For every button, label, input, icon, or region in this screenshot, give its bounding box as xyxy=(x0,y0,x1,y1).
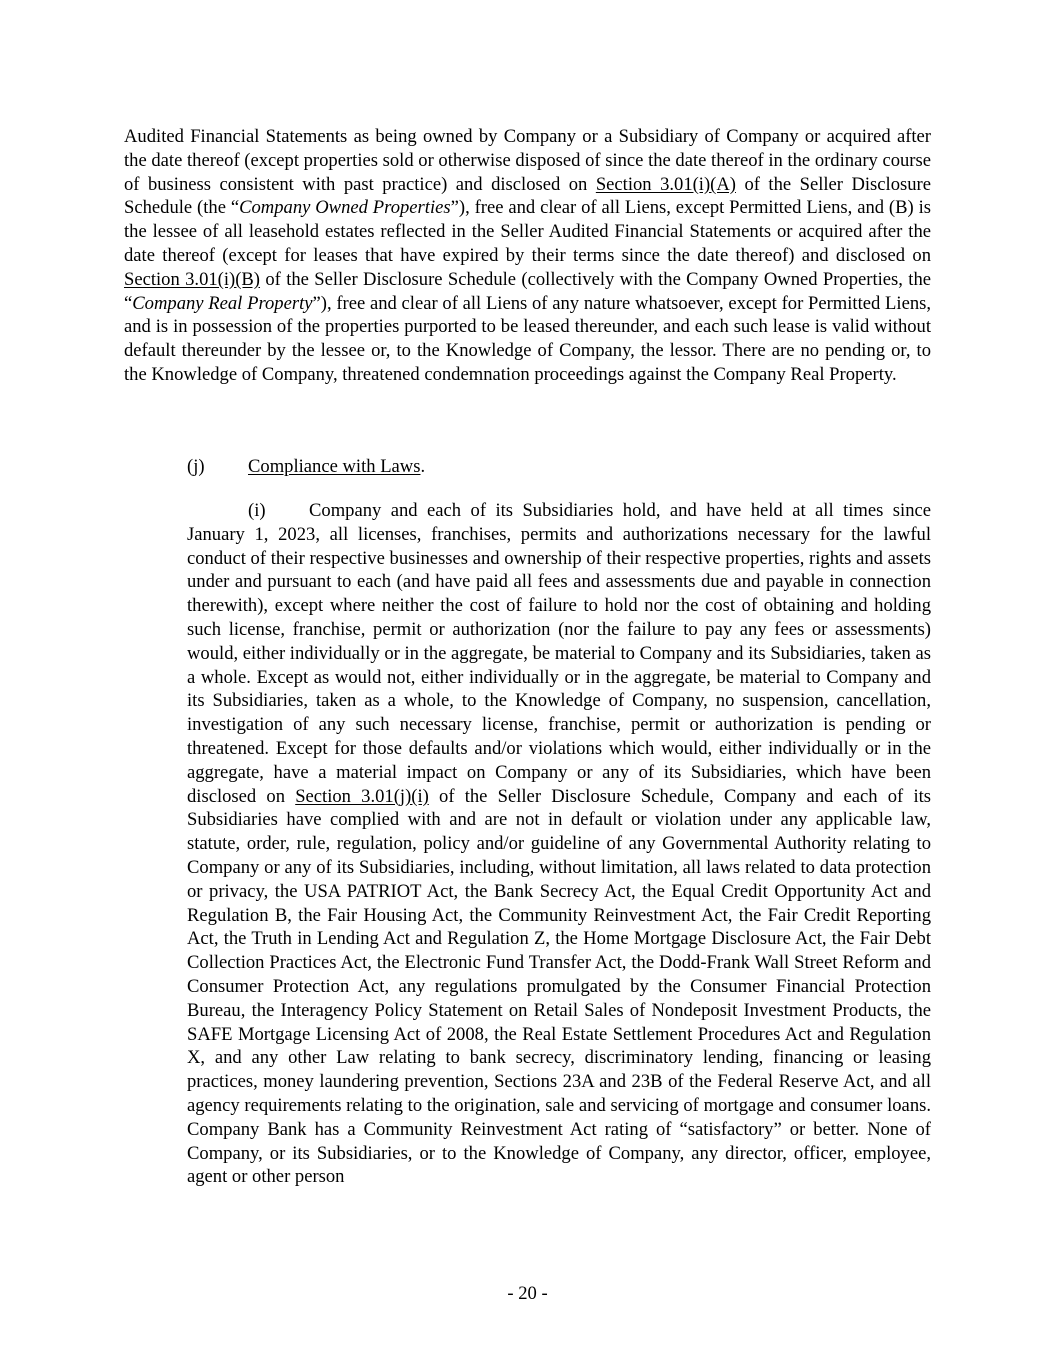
page-number: - 20 - xyxy=(507,1283,548,1304)
defined-term: Company Owned Properties xyxy=(239,197,451,219)
paragraph-text: Audited Financial Statements as being owned by Company or a Subsidiary of Company or acquired after the date thereof (except properties sold or otherwise disposed of since the date thereof in the ordinary course of business consistent with past practice) and disclosed on xyxy=(124,126,931,195)
section-reference: Section 3.01(i)(B) xyxy=(124,268,261,290)
defined-term: Company Real Property xyxy=(132,292,313,314)
paragraph-text: of the Seller Disclosure Schedule (collectively with the Company Owned Properties, the “ xyxy=(124,268,932,314)
paragraph-text: ”), free and clear of all Liens of any nature whatsoever, except for Permitted Liens, and is in possession of the properties purported to be leased thereunder, and each such lease is valid without default thereunder by the lessee or, to the Knowledge of Company, the lessor. There are no pending or, to the Knowledge of Company, threatened condemnation proceedings against the Company Real Property. xyxy=(124,292,931,385)
section-title-suffix: . xyxy=(420,456,426,477)
paragraph-text: Company and each of its Subsidiaries hold, and have held at all times since January 1, 2023, all licenses, franchises, permits and authorizations necessary for the lawful conduct of their respective businesses and ownership of their respective properties, rights and assets under and pursuant to each (and have paid all fees and assessments due and payable in connection therewith), except where neither the cost of failure to hold nor the cost of obtaining and holding such license, franchise, permit or authorization (nor the failure to pay any fees or assessments) would, either individually or in the aggregate, be material to Company and its Subsidiaries, taken as a whole. Except as would not, either individually or in the aggregate, be material to Company and its Subsidiaries, taken as a whole, to the Knowledge of Company, no suspension, cancellation, investigation of any such necessary license, franchise, permit or authorization is pending or threatened. Except for those defaults and/or violations which would, either individually or in the aggregate, have a material impact on Company or any of its Subsidiaries, which have been disclosed on xyxy=(187,500,931,807)
section-marker: (j) xyxy=(187,456,205,477)
paragraph-text: of the Seller Disclosure Schedule (the “ xyxy=(124,173,931,219)
section-heading-compliance xyxy=(187,455,887,479)
paragraph-text: ”), free and clear of all Liens, except Permitted Liens, and (B) is the lessee of all leasehold estates reflected in the Seller Audited Financial Statements or acquired after the date thereof (except for leases that have expired by their terms since the date thereof) and disclosed on xyxy=(124,197,931,266)
paragraph-compliance-i xyxy=(187,499,931,1189)
subsection-marker: (i) xyxy=(248,500,266,521)
paragraph-text: of the Seller Disclosure Schedule, Company and each of its Subsidiaries have complied with and are not in default or violation under any applicable law, statute, order, rule, regulation, policy and/or guideline of any Governmental Authority relating to Company or any of its Subsidiaries, including, without limitation, all laws related to data protection or privacy, the USA PATRIOT Act, the Bank Secrecy Act, the Equal Credit Opportunity Act and Regulation B, the Fair Housing Act, the Community Reinvestment Act, the Fair Credit Reporting Act, the Truth in Lending Act and Regulation Z, the Home Mortgage Disclosure Act, the Fair Debt Collection Practices Act, the Electronic Fund Transfer Act, the Dodd-Frank Wall Street Reform and Consumer Protection Act, any regulations promulgated by the Consumer Financial Protection Bureau, the Interagency Policy Statement on Retail Sales of Nondeposit Investment Products, the SAFE Mortgage Licensing Act of 2008, the Real Estate Settlement Procedures Act and Regulation X, and any other Law relating to bank secrecy, discriminatory lending, financing or leasing practices, money laundering prevention, Sections 23A and 23B of the Federal Reserve Act, and all agency requirements relating to the origination, sale and servicing of mortgage and consumer loans. Company Bank has a Community Reinvestment Act rating of “satisfactory” or better. None of Company, or its Subsidiaries, or to the Knowledge of Company, any director, officer, employee, agent or other person xyxy=(187,785,932,1188)
section-reference: Section 3.01(j)(i) xyxy=(295,785,429,807)
section-reference: Section 3.01(i)(A) xyxy=(595,173,736,195)
section-title: Compliance with Laws xyxy=(248,456,421,477)
paragraph-company-property xyxy=(124,125,931,387)
